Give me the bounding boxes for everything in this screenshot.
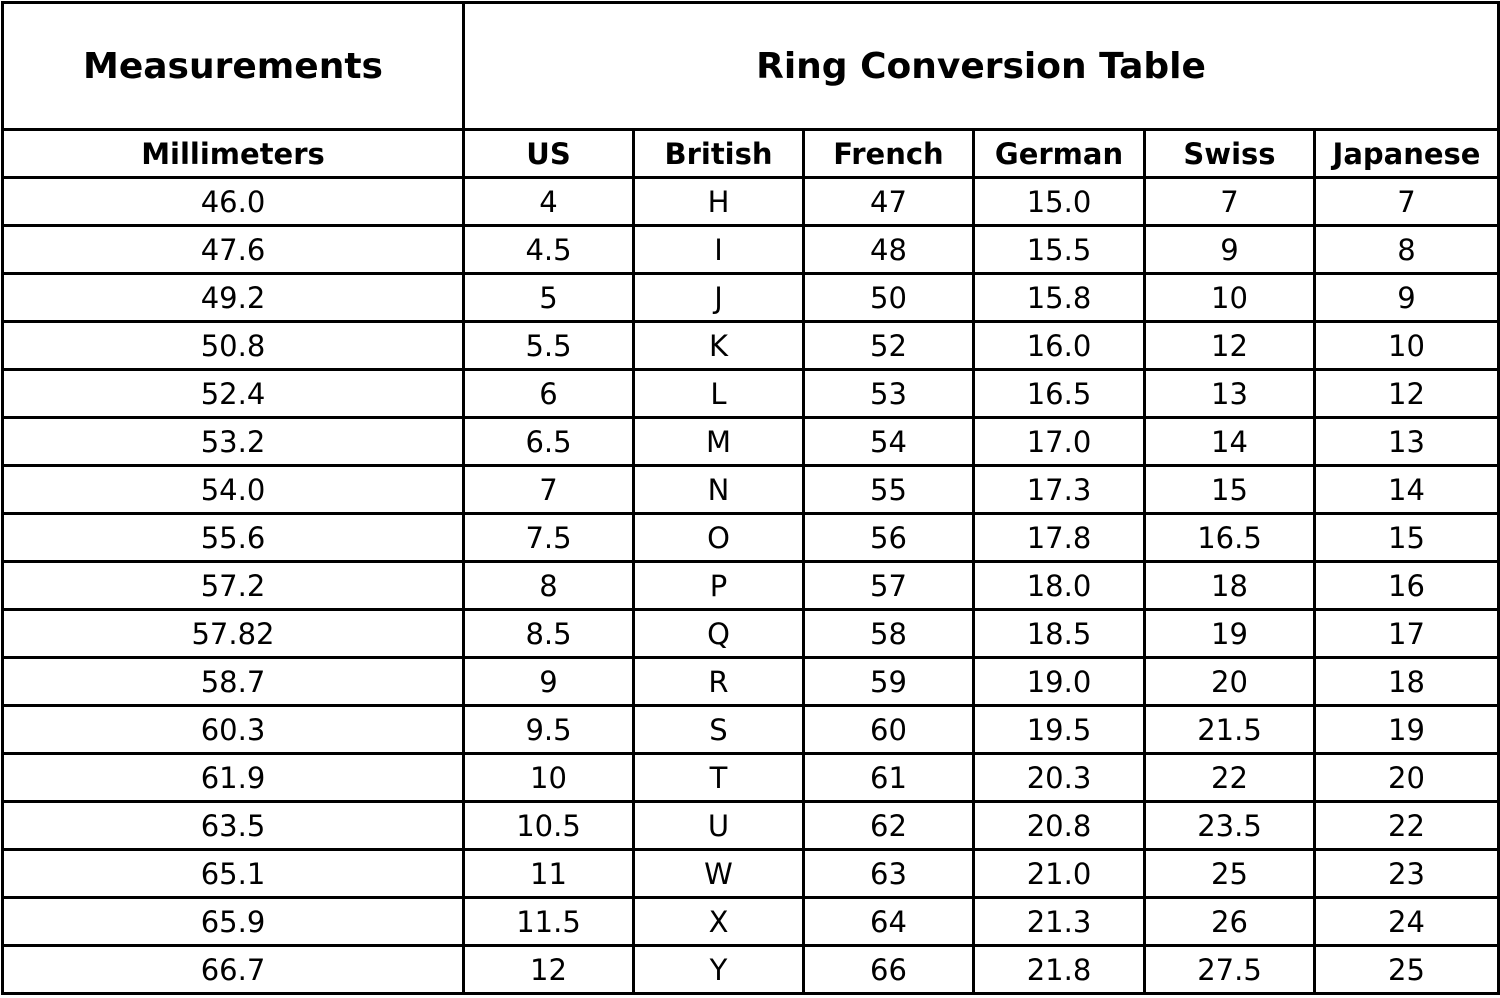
cell-swiss: 19 bbox=[1145, 610, 1315, 658]
cell-us: 5 bbox=[464, 274, 634, 322]
table-row bbox=[3, 322, 1499, 370]
cell-us: 8 bbox=[464, 562, 634, 610]
cell-german: 20.3 bbox=[974, 754, 1145, 802]
cell-german: 15.5 bbox=[974, 226, 1145, 274]
cell-swiss: 20 bbox=[1145, 658, 1315, 706]
table-row bbox=[3, 706, 1499, 754]
cell-british: I bbox=[634, 226, 804, 274]
cell-millimeters: 61.9 bbox=[3, 754, 464, 802]
cell-us: 4.5 bbox=[464, 226, 634, 274]
cell-millimeters: 46.0 bbox=[3, 178, 464, 226]
column-header-british: British bbox=[634, 130, 804, 178]
cell-japanese: 19 bbox=[1315, 706, 1499, 754]
cell-japanese: 24 bbox=[1315, 898, 1499, 946]
cell-us: 9 bbox=[464, 658, 634, 706]
cell-french: 53 bbox=[804, 370, 974, 418]
table-row bbox=[3, 850, 1499, 898]
table-row bbox=[3, 274, 1499, 322]
cell-japanese: 16 bbox=[1315, 562, 1499, 610]
cell-british: O bbox=[634, 514, 804, 562]
cell-swiss: 21.5 bbox=[1145, 706, 1315, 754]
column-header-french: French bbox=[804, 130, 974, 178]
table-row bbox=[3, 898, 1499, 946]
cell-japanese: 18 bbox=[1315, 658, 1499, 706]
cell-french: 52 bbox=[804, 322, 974, 370]
cell-british: S bbox=[634, 706, 804, 754]
table-row bbox=[3, 562, 1499, 610]
cell-us: 8.5 bbox=[464, 610, 634, 658]
column-header-us: US bbox=[464, 130, 634, 178]
cell-japanese: 23 bbox=[1315, 850, 1499, 898]
cell-french: 60 bbox=[804, 706, 974, 754]
cell-japanese: 25 bbox=[1315, 946, 1499, 994]
cell-british: K bbox=[634, 322, 804, 370]
cell-millimeters: 49.2 bbox=[3, 274, 464, 322]
cell-german: 21.0 bbox=[974, 850, 1145, 898]
cell-japanese: 15 bbox=[1315, 514, 1499, 562]
cell-british: X bbox=[634, 898, 804, 946]
cell-japanese: 10 bbox=[1315, 322, 1499, 370]
cell-millimeters: 65.1 bbox=[3, 850, 464, 898]
table-row bbox=[3, 370, 1499, 418]
cell-french: 54 bbox=[804, 418, 974, 466]
table-row bbox=[3, 610, 1499, 658]
cell-millimeters: 55.6 bbox=[3, 514, 464, 562]
cell-swiss: 14 bbox=[1145, 418, 1315, 466]
cell-german: 19.5 bbox=[974, 706, 1145, 754]
cell-us: 11.5 bbox=[464, 898, 634, 946]
cell-french: 63 bbox=[804, 850, 974, 898]
cell-german: 19.0 bbox=[974, 658, 1145, 706]
cell-french: 58 bbox=[804, 610, 974, 658]
cell-swiss: 16.5 bbox=[1145, 514, 1315, 562]
cell-millimeters: 60.3 bbox=[3, 706, 464, 754]
title-row bbox=[3, 3, 1499, 130]
cell-millimeters: 47.6 bbox=[3, 226, 464, 274]
cell-german: 21.8 bbox=[974, 946, 1145, 994]
cell-german: 17.8 bbox=[974, 514, 1145, 562]
cell-japanese: 22 bbox=[1315, 802, 1499, 850]
cell-millimeters: 53.2 bbox=[3, 418, 464, 466]
cell-japanese: 8 bbox=[1315, 226, 1499, 274]
cell-french: 56 bbox=[804, 514, 974, 562]
cell-french: 50 bbox=[804, 274, 974, 322]
cell-millimeters: 57.82 bbox=[3, 610, 464, 658]
cell-us: 7.5 bbox=[464, 514, 634, 562]
cell-french: 55 bbox=[804, 466, 974, 514]
cell-us: 10 bbox=[464, 754, 634, 802]
cell-swiss: 18 bbox=[1145, 562, 1315, 610]
cell-us: 5.5 bbox=[464, 322, 634, 370]
cell-swiss: 15 bbox=[1145, 466, 1315, 514]
cell-french: 59 bbox=[804, 658, 974, 706]
cell-german: 15.0 bbox=[974, 178, 1145, 226]
cell-french: 62 bbox=[804, 802, 974, 850]
cell-japanese: 20 bbox=[1315, 754, 1499, 802]
table-row bbox=[3, 418, 1499, 466]
cell-german: 18.5 bbox=[974, 610, 1145, 658]
cell-german: 16.5 bbox=[974, 370, 1145, 418]
cell-swiss: 27.5 bbox=[1145, 946, 1315, 994]
cell-swiss: 26 bbox=[1145, 898, 1315, 946]
table-row bbox=[3, 946, 1499, 994]
cell-swiss: 9 bbox=[1145, 226, 1315, 274]
cell-french: 47 bbox=[804, 178, 974, 226]
cell-french: 61 bbox=[804, 754, 974, 802]
table-row bbox=[3, 226, 1499, 274]
cell-british: R bbox=[634, 658, 804, 706]
cell-german: 17.3 bbox=[974, 466, 1145, 514]
table-row bbox=[3, 466, 1499, 514]
cell-millimeters: 52.4 bbox=[3, 370, 464, 418]
cell-german: 17.0 bbox=[974, 418, 1145, 466]
cell-japanese: 12 bbox=[1315, 370, 1499, 418]
cell-swiss: 7 bbox=[1145, 178, 1315, 226]
cell-french: 57 bbox=[804, 562, 974, 610]
cell-french: 64 bbox=[804, 898, 974, 946]
cell-german: 15.8 bbox=[974, 274, 1145, 322]
cell-japanese: 7 bbox=[1315, 178, 1499, 226]
cell-japanese: 13 bbox=[1315, 418, 1499, 466]
cell-millimeters: 54.0 bbox=[3, 466, 464, 514]
cell-us: 11 bbox=[464, 850, 634, 898]
cell-german: 16.0 bbox=[974, 322, 1145, 370]
column-header-japanese: Japanese bbox=[1315, 130, 1499, 178]
cell-swiss: 23.5 bbox=[1145, 802, 1315, 850]
cell-millimeters: 63.5 bbox=[3, 802, 464, 850]
cell-us: 9.5 bbox=[464, 706, 634, 754]
cell-swiss: 25 bbox=[1145, 850, 1315, 898]
cell-millimeters: 50.8 bbox=[3, 322, 464, 370]
cell-us: 6 bbox=[464, 370, 634, 418]
column-header-german: German bbox=[974, 130, 1145, 178]
cell-british: L bbox=[634, 370, 804, 418]
table-body bbox=[3, 178, 1499, 994]
cell-us: 6.5 bbox=[464, 418, 634, 466]
table-row bbox=[3, 514, 1499, 562]
cell-us: 7 bbox=[464, 466, 634, 514]
cell-british: J bbox=[634, 274, 804, 322]
cell-german: 21.3 bbox=[974, 898, 1145, 946]
cell-millimeters: 65.9 bbox=[3, 898, 464, 946]
column-header-millimeters: Millimeters bbox=[3, 130, 464, 178]
cell-us: 12 bbox=[464, 946, 634, 994]
cell-us: 10.5 bbox=[464, 802, 634, 850]
table-title: Ring Conversion Table bbox=[464, 3, 1499, 130]
cell-millimeters: 58.7 bbox=[3, 658, 464, 706]
cell-millimeters: 57.2 bbox=[3, 562, 464, 610]
cell-british: Y bbox=[634, 946, 804, 994]
cell-british: W bbox=[634, 850, 804, 898]
table-row bbox=[3, 658, 1499, 706]
cell-british: H bbox=[634, 178, 804, 226]
cell-millimeters: 66.7 bbox=[3, 946, 464, 994]
cell-japanese: 17 bbox=[1315, 610, 1499, 658]
cell-british: N bbox=[634, 466, 804, 514]
cell-swiss: 13 bbox=[1145, 370, 1315, 418]
cell-french: 66 bbox=[804, 946, 974, 994]
cell-german: 18.0 bbox=[974, 562, 1145, 610]
column-header-row bbox=[3, 130, 1499, 178]
cell-french: 48 bbox=[804, 226, 974, 274]
cell-british: U bbox=[634, 802, 804, 850]
table-row bbox=[3, 754, 1499, 802]
cell-swiss: 22 bbox=[1145, 754, 1315, 802]
ring-conversion-table bbox=[1, 1, 1500, 995]
cell-swiss: 12 bbox=[1145, 322, 1315, 370]
cell-swiss: 10 bbox=[1145, 274, 1315, 322]
cell-british: Q bbox=[634, 610, 804, 658]
cell-japanese: 14 bbox=[1315, 466, 1499, 514]
cell-british: M bbox=[634, 418, 804, 466]
table-row bbox=[3, 802, 1499, 850]
column-header-swiss: Swiss bbox=[1145, 130, 1315, 178]
table-row bbox=[3, 178, 1499, 226]
cell-british: T bbox=[634, 754, 804, 802]
cell-german: 20.8 bbox=[974, 802, 1145, 850]
cell-us: 4 bbox=[464, 178, 634, 226]
measurements-heading: Measurements bbox=[3, 3, 464, 130]
cell-british: P bbox=[634, 562, 804, 610]
cell-japanese: 9 bbox=[1315, 274, 1499, 322]
